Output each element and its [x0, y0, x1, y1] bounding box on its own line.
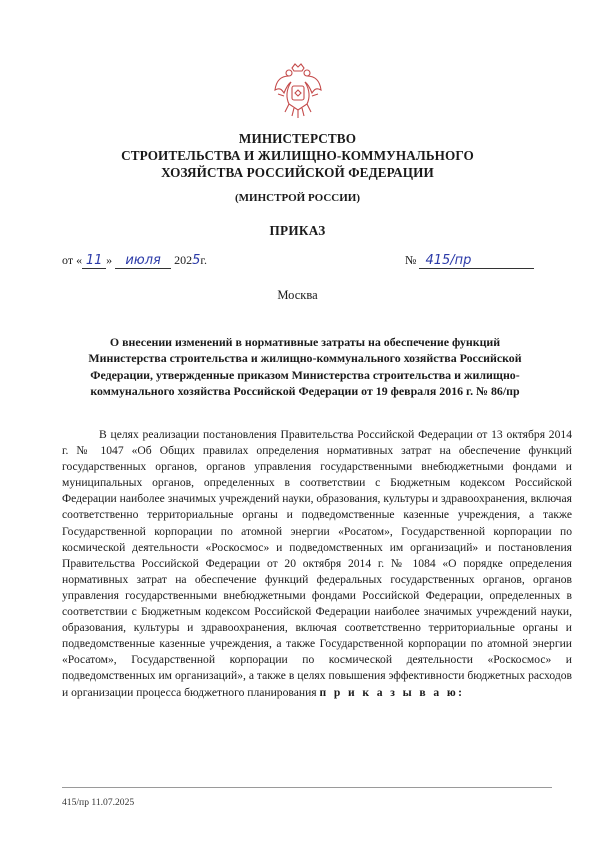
ministry-abbreviation: (МИНСТРОЙ РОССИИ)	[235, 192, 360, 204]
preamble-text: В целях реализации постановления Правительства Российской Федерации от 13 октября 2014 г. № 1047 «Об Общих правилах определения нормативных затрат на обеспечение функций государственных органов, органов управления государственными внебюджетными фондами и муниципальных органов, определенных в соответствии с Бюджетным кодексом Российской Федерации наиболее значимых учреждений науки, образования, культуры и здравоохранения, включая соответственно территориальные органы и подведомственные казенные учреждения, а также Государственной корпорации по атомной энергии «Росатом», Государственной корпорации по космической деятельности «Роскосмос» и подведомственных им организаций» и постановления Правительства Российской Федерации от 20 октября 2014 г. № 1084 «О порядке определения нормативных затрат на обеспечение функций федеральных государственных органов, органов управления государственными внебюджетными фондами Российской Федерации, определенных в соответствии с Бюджетным кодексом Российской Федерации наиболее значимых учреждений науки, образования, культуры и здравоохранения, включая соответственно территориальные органы и подведомственные казенные учреждения, а также Государственной корпорации по атомной энергии «Росатом», Государственной корпорации по космической деятельности «Роскосмос» и подведомственных им организаций», а также в целях повышения эффективности бюджетных расходов и организации процесса бюджетного планирования	[62, 428, 572, 699]
date-month: июля	[125, 253, 161, 268]
ministry-title-line-3: ХОЗЯЙСТВА РОССИЙСКОЙ ФЕДЕРАЦИИ	[161, 165, 434, 180]
number-value: 415/пр	[425, 253, 472, 268]
date-prefix: от «	[62, 253, 83, 267]
date-mid: »	[106, 253, 116, 267]
ministry-title-line-1: МИНИСТЕРСТВО	[238, 131, 357, 146]
footer-reference: 415/пр 11.07.2025	[62, 797, 135, 808]
ministry-title-line-2: СТРОИТЕЛЬСТВА И ЖИЛИЩНО-КОММУНАЛЬНОГО	[121, 148, 474, 163]
order-subject: О внесении изменений в нормативные затраты на обеспечение функций Министерства строительства и жилищно-коммунального хозяйства Российской Федерации, утвержденные приказом Министерства строительства и жилищно-коммунального хозяйства Российской Федерации от 19 февраля 2016 г. № 86/пр	[88, 335, 522, 398]
order-word: п р и к а з ы в а ю:	[319, 685, 465, 699]
footer-divider	[62, 787, 552, 788]
order-date	[62, 253, 207, 269]
coat-of-arms-icon	[272, 60, 324, 120]
city: Москва	[277, 288, 318, 302]
order-number	[405, 253, 534, 269]
date-suffix: г.	[200, 253, 207, 267]
number-prefix: №	[405, 253, 420, 267]
date-year-prefix: 202	[171, 253, 193, 267]
date-year-digit: 5	[192, 253, 201, 268]
date-day: 11	[85, 253, 103, 268]
preamble-paragraph	[62, 427, 572, 701]
document-type: ПРИКАЗ	[269, 223, 326, 238]
